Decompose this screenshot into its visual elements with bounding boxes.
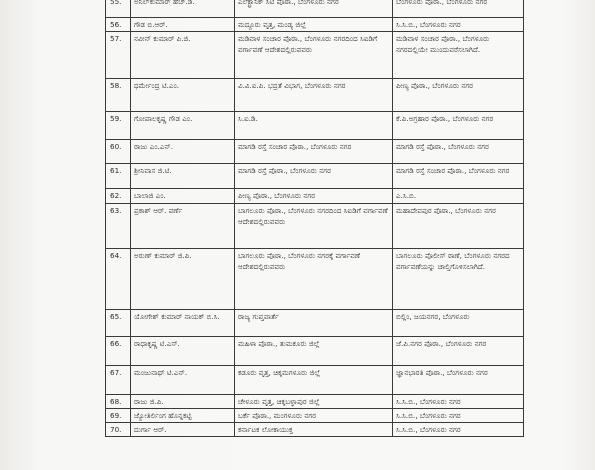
table-row xyxy=(106,18,524,32)
officer-name: ಶ್ರೀನಿವಾಸ ಜಿ.ಟಿ. xyxy=(131,164,235,189)
new-posting: ಮಹಾದೇವಪುರ ಪೊಠಾ., ಬೆಂಗಳೂರು ನಗರ xyxy=(393,204,524,249)
serial-number: 62. xyxy=(106,189,131,204)
transfer-table xyxy=(105,0,524,437)
officer-name: ರಾಜು ಜಿ.ಪಿ. xyxy=(131,395,235,409)
officer-name: ಅನಿಲ್‌ಕುಮಾರ್ ಹೆಚ್.ಡಿ. xyxy=(131,0,235,18)
officer-name: ಅರುಣ್ ಕುಮಾರ್ ಜಿ.ಪಿ. xyxy=(131,249,235,310)
serial-number: 57. xyxy=(106,32,131,79)
current-posting: ಮಾಗಡಿ ರಸ್ತೆ ಪೊಠಾ., ಬೆಂಗಳೂರು ನಗರ xyxy=(235,164,393,189)
current-posting: ಬಾಗಲೂರು ಪೊಠಾ., ಬೆಂಗಳೂರು ನಗರಕ್ಕೆ ವರ್ಗಾವಣೆ ಆದೇಶದಲ್ಲಿರುವವರು xyxy=(235,249,393,310)
new-posting: ಸಿ.ಸಿ.ಬಿ., ಬೆಂಗಳೂರು ನಗರ xyxy=(393,423,524,437)
serial-number: 55. xyxy=(106,0,131,18)
serial-number: 56. xyxy=(106,18,131,32)
current-posting: ಚೇಳೂರು ವೃತ್ತ, ಚಿಕ್ಕಬಳ್ಳಾಪುರ ಜಿಲ್ಲೆ xyxy=(235,395,393,409)
officer-name: ಮಂಜುನಾಥ್ ಟಿ.ಎನ್. xyxy=(131,366,235,395)
new-posting: ಸಿ.ಸಿ.ಬಿ., ಬೆಂಗಳೂರು ನಗರ xyxy=(393,409,524,423)
new-posting: ಸಿ.ಸಿ.ಬಿ., ಬೆಂಗಳೂರು ನಗರ xyxy=(393,18,524,32)
new-posting: ಬಿಲ್ಲಿಂ, ಜಯನಗರ, ಬೆಂಗಳೂರು xyxy=(393,310,524,337)
table-row xyxy=(106,0,524,18)
serial-number: 65. xyxy=(106,310,131,337)
serial-number: 59. xyxy=(106,112,131,140)
table-row xyxy=(106,204,524,249)
officer-name: ಗೋಪಾಲಕೃಷ್ಣ ಗೌಡ ಎಂ. xyxy=(131,112,235,140)
serial-number: 67. xyxy=(106,366,131,395)
table-row xyxy=(106,189,524,204)
table-row xyxy=(106,140,524,164)
table-row xyxy=(106,164,524,189)
current-posting: ಕಡೂರು ವೃತ್ತ, ಚಿಕ್ಕಮಗಳೂರು ಜಿಲ್ಲೆ xyxy=(235,366,393,395)
officer-name: ರಾಧಾಕೃಷ್ಣ ಟಿ.ಎಸ್. xyxy=(131,337,235,366)
officer-name: ಯೋಗೇಶ್ ಕುಮಾರ್ ನಾಯಕ್ ಬಿ.ಸಿ. xyxy=(131,310,235,337)
table-row xyxy=(106,32,524,79)
new-posting: ಮಡಿವಾಳ ಸಂಚಾರ ಪೊಠಾ., ಬೆಂಗಳೂರು ನಗರದಲ್ಲಿಯೇ ಮುಂದುವರೆಸಲಾಗಿದೆ. xyxy=(393,32,524,79)
serial-number: 61. xyxy=(106,164,131,189)
current-posting: ಮಾಗಡಿ ರಸ್ತೆ ಸಂಚಾರ ಪೊಠಾ., ಬೆಂಗಳೂರು ನಗರ xyxy=(235,140,393,164)
current-posting: ಮದ್ದೂರು ವೃತ್ತ, ಮಂಡ್ಯ ಜಿಲ್ಲೆ xyxy=(235,18,393,32)
officer-name: ಬಾಲಾಜಿ ಎಂ. xyxy=(131,189,235,204)
new-posting: ಕೆ.ಪಿ.ಅಗ್ರಹಾರ ಪೊಠಾ., ಬೆಂಗಳೂರು ನಗರ xyxy=(393,112,524,140)
table-row xyxy=(106,112,524,140)
serial-number: 66. xyxy=(106,337,131,366)
table-row xyxy=(106,79,524,112)
current-posting: ವಿ.ವಿ.ಐ.ಪಿ. ಭದ್ರತೆ ವಿಭಾಗ, ಬೆಂಗಳೂರು ನಗರ xyxy=(235,79,393,112)
officer-name: ಗೌಡ ಬಿ.ಆರ್. xyxy=(131,18,235,32)
transfer-table-body xyxy=(106,0,524,437)
serial-number: 70. xyxy=(106,423,131,437)
serial-number: 60. xyxy=(106,140,131,164)
new-posting: ಮಾಗಡಿ ರಸ್ತೆ ಪೊಠಾ., ಬೆಂಗಳೂರು ನಗರ xyxy=(393,140,524,164)
table-row xyxy=(106,249,524,310)
new-posting: ಸಿ.ಸಿ.ಬಿ., ಬೆಂಗಳೂರು ನಗರ xyxy=(393,395,524,409)
serial-number: 63. xyxy=(106,204,131,249)
new-posting: ಮಾಗಡಿ ರಸ್ತೆ ಸಂಚಾರ ಪೊಠಾ., ಬೆಂಗಳೂರು ನಗರ xyxy=(393,164,524,189)
officer-name: ಪ್ರಕಾಶ್ ಆರ್. ವರ್ಣೆ xyxy=(131,204,235,249)
current-posting: ಕರ್ನಾಟಕ ಲೋಕಾಯುಕ್ತ xyxy=(235,423,393,437)
table-row xyxy=(106,409,524,423)
new-posting: ಎ.ಸಿ.ಬಿ. xyxy=(393,189,524,204)
table-row xyxy=(106,395,524,409)
officer-name: ಧರ್ಮೇಂದ್ರ ಟಿ.ಎಂ. xyxy=(131,79,235,112)
table-row xyxy=(106,310,524,337)
new-posting: ಜೆ.ಪಿ.ನಗರ ಪೊಠಾ., ಬೆಂಗಳೂರು ನಗರ xyxy=(393,337,524,366)
current-posting: ಸಿ.ಐ.ಡಿ. xyxy=(235,112,393,140)
serial-number: 68. xyxy=(106,395,131,409)
new-posting: ಜ್ಞಾನಭಾರತಿ ಪೊಠಾ., ಬೆಂಗಳೂರು ನಗರ xyxy=(393,366,524,395)
current-posting: ಎಲೆಕ್ಟ್ರಾನಿಕ್ ಸಿಟಿ ಪೊಠಾ., ಬೆಂಗಳೂರು ನಗರ xyxy=(235,0,393,18)
current-posting: ಬರ್ಕೆ ಪೊಠಾ., ಮಂಗಳೂರು ನಗರ xyxy=(235,409,393,423)
current-posting: ಬಾಗಲೂರು ಪೊಠಾ., ಬೆಂಗಳೂರು ನಗರದಿಂದ ಸಿಐಡಿಗೆ ವರ್ಗಾವಣೆ ಆದೇಶದಲ್ಲಿರುವವರು xyxy=(235,204,393,249)
new-posting: ಪೀಣ್ಯ ಪೊಠಾ., ಬೆಂಗಳೂರು ನಗರ xyxy=(393,79,524,112)
table-row xyxy=(106,337,524,366)
officer-name: ನವೀನ್ ಕುಮಾರ್ ಪಿ.ಜಿ. xyxy=(131,32,235,79)
officer-name: ದುರ್ಗಾ ಆರ್. xyxy=(131,423,235,437)
serial-number: 58. xyxy=(106,79,131,112)
officer-name: ಜ್ಯೋತಿರ್ಲಿಂಗ ಹೊನ್ನಕಟ್ಟಿ xyxy=(131,409,235,423)
serial-number: 64. xyxy=(106,249,131,310)
table-row xyxy=(106,366,524,395)
table-row xyxy=(106,423,524,437)
serial-number: 69. xyxy=(106,409,131,423)
new-posting: ಬಾಗಲೂರು ಪೊಲೀಸ್ ಠಾಣೆ, ಬೆಂಗಳೂರು ನಗರದ ವರ್ಗಾವಣೆಯನ್ನು ಚಾಲ್ತಿಗೊಳಿಸಲಾಗಿದೆ. xyxy=(393,249,524,310)
current-posting: ಮಡಿವಾಳ ಸಂಚಾರ ಪೊಠಾ., ಬೆಂಗಳೂರು ನಗರದಿಂದ ಸಿಐಡಿಗೆ ವರ್ಗಾವಣೆ ಆದೇಶದಲ್ಲಿರುವವರು xyxy=(235,32,393,79)
current-posting: ಮಹಿಳಾ ಪೊಠಾ., ತುಮಕೂರು ಜಿಲ್ಲೆ xyxy=(235,337,393,366)
officer-name: ರಾಜು ಎಂ.ಎನ್. xyxy=(131,140,235,164)
current-posting: ರಾಜ್ಯ ಗುಪ್ತವಾರ್ತೆ xyxy=(235,310,393,337)
current-posting: ಪೀಣ್ಯ ಪೊಠಾ., ಬೆಂಗಳೂರು ನಗರ xyxy=(235,189,393,204)
new-posting: ಬೆಂಗಳೂರು ಪೊಠಾ., ಬೆಂಗಳೂರು ನಗರ xyxy=(393,0,524,18)
